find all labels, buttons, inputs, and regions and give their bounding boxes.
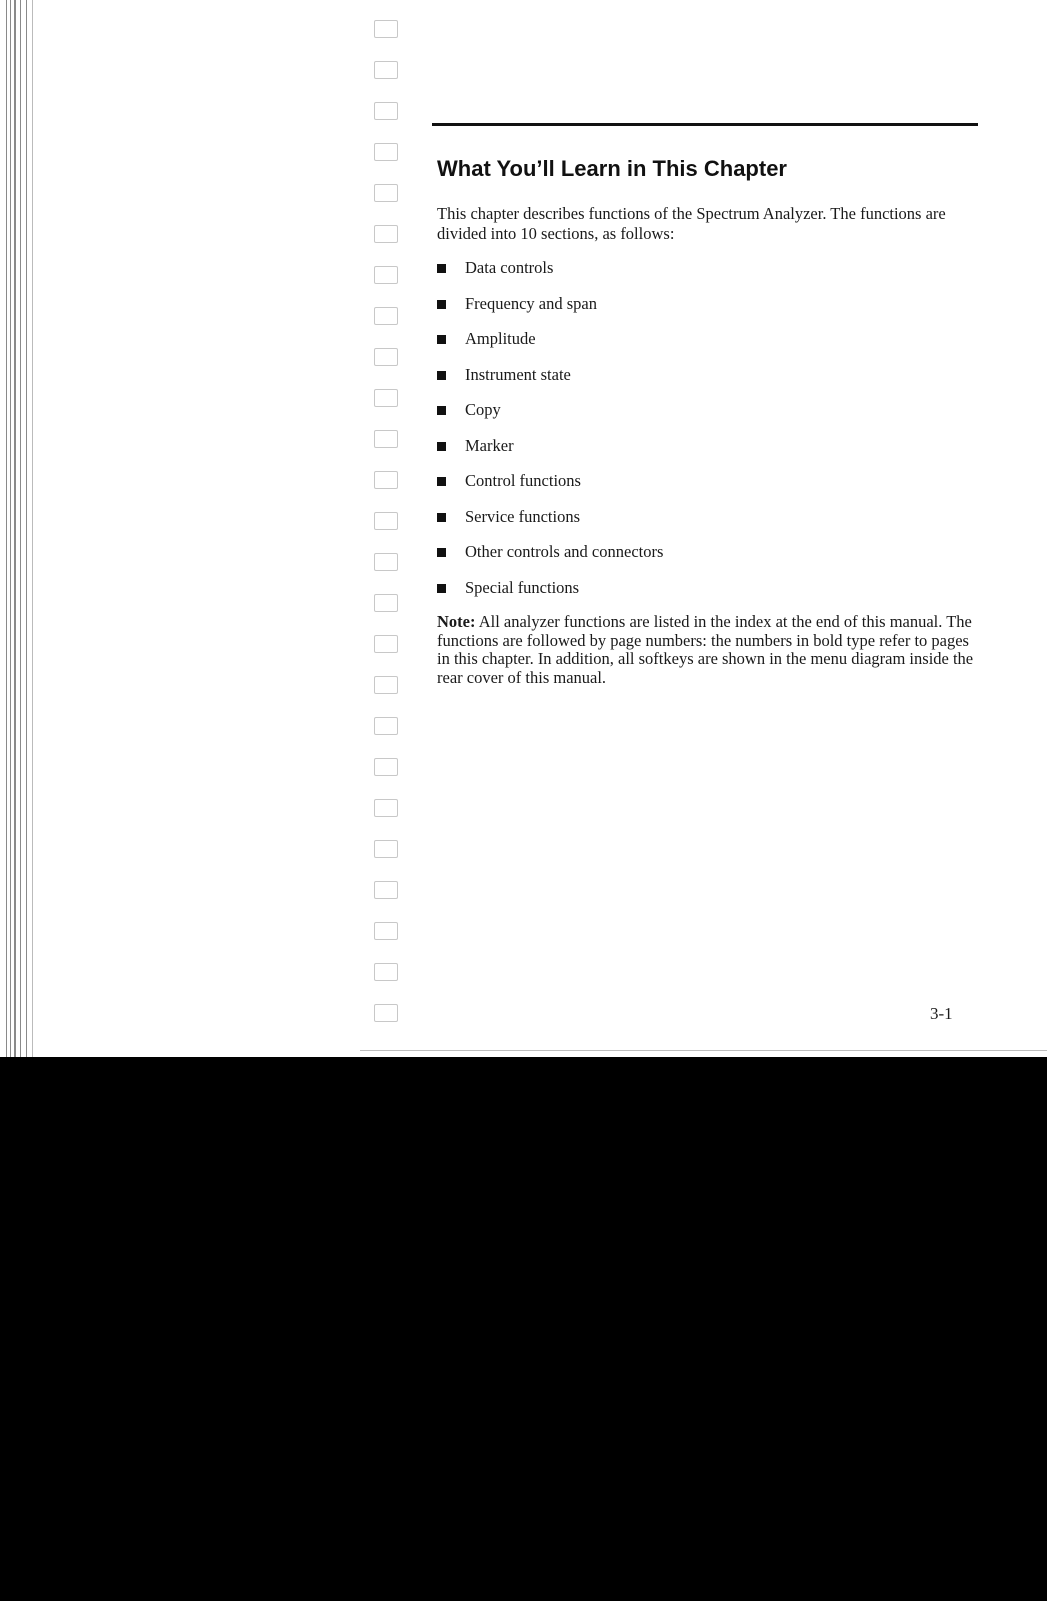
- edge-streak: [32, 0, 33, 1057]
- binder-hole: [374, 430, 398, 448]
- page-number: 3-1: [930, 1004, 953, 1023]
- binder-hole: [374, 348, 398, 366]
- section-item: [437, 542, 663, 578]
- section-label: Service functions: [465, 506, 581, 526]
- square-bullet-icon: [437, 548, 446, 557]
- section-label: Special functions: [465, 577, 580, 597]
- heading-rule: [432, 123, 978, 126]
- binder-hole: [374, 717, 398, 735]
- square-bullet-icon: [437, 371, 446, 380]
- section-label: Other controls and connectors: [465, 542, 664, 561]
- binder-hole: [374, 758, 398, 776]
- binder-hole: [374, 594, 398, 612]
- square-bullet-icon: [437, 513, 446, 522]
- edge-streak: [14, 0, 16, 1057]
- binder-hole: [374, 635, 398, 653]
- square-bullet-icon: [437, 300, 446, 309]
- section-item: [437, 258, 663, 294]
- edge-streak: [26, 0, 27, 1057]
- binder-hole: [374, 922, 398, 940]
- square-bullet-icon: [437, 264, 446, 273]
- edge-streak: [6, 0, 7, 1057]
- section-label: Frequency and span: [465, 293, 597, 313]
- binder-hole: [374, 881, 398, 899]
- section-item: [437, 471, 663, 507]
- section-item: [437, 400, 663, 436]
- binder-hole: [374, 184, 398, 202]
- chapter-note: [437, 613, 982, 687]
- square-bullet-icon: [437, 406, 446, 415]
- section-item: [437, 294, 663, 330]
- binder-hole: [374, 143, 398, 161]
- binder-hole: [374, 225, 398, 243]
- section-item: [437, 436, 663, 472]
- section-label: Marker: [465, 435, 514, 455]
- binder-hole: [374, 799, 398, 817]
- binder-hole: [374, 266, 398, 284]
- section-list: [437, 258, 663, 613]
- binder-hole: [374, 676, 398, 694]
- note-text: All analyzer functions are listed in the index at the end of this manual. The functions are followed by page numbers: the numbers in bold type refer to pages in this chapter. In addition, all softkeys are shown in the menu diagram inside the rear cover of this manual.: [437, 612, 974, 687]
- binder-hole: [374, 1004, 398, 1022]
- square-bullet-icon: [437, 477, 446, 486]
- section-item: [437, 578, 663, 614]
- section-item: [437, 507, 663, 543]
- section-item: [437, 329, 663, 365]
- edge-streak: [10, 0, 11, 1057]
- section-label: Data controls: [465, 258, 554, 277]
- square-bullet-icon: [437, 584, 446, 593]
- binder-hole: [374, 471, 398, 489]
- square-bullet-icon: [437, 442, 446, 451]
- chapter-heading: What You’ll Learn in This Chapter: [437, 156, 787, 181]
- binder-hole: [374, 553, 398, 571]
- binder-hole: [374, 840, 398, 858]
- binder-hole: [374, 20, 398, 38]
- binder-hole: [374, 512, 398, 530]
- edge-streak: [20, 0, 21, 1057]
- section-label: Amplitude: [465, 329, 536, 348]
- binder-hole: [374, 963, 398, 981]
- chapter-intro: This chapter describes functions of the Spectrum Analyzer. The functions are divided into 10 sections, as follows:: [437, 204, 946, 243]
- section-item: [437, 365, 663, 401]
- binder-hole: [374, 389, 398, 407]
- binder-hole: [374, 61, 398, 79]
- note-label: Note:: [437, 612, 476, 631]
- section-label: Instrument state: [465, 364, 571, 384]
- binder-hole: [374, 307, 398, 325]
- section-label: Control functions: [465, 471, 581, 490]
- square-bullet-icon: [437, 335, 446, 344]
- section-label: Copy: [465, 400, 501, 419]
- page-left-edge: [0, 0, 40, 1057]
- binder-hole: [374, 102, 398, 120]
- page-bottom-edge: [360, 1050, 1047, 1051]
